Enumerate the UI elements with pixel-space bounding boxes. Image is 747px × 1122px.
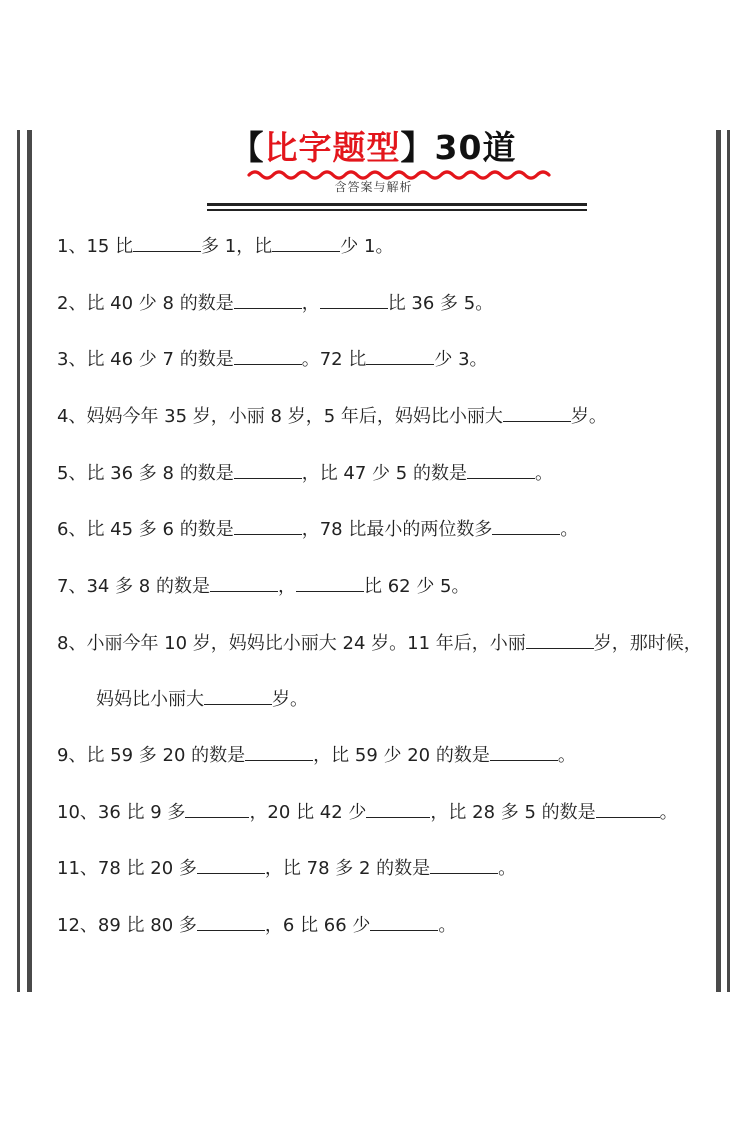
answer-blank (234, 346, 302, 365)
answer-blank (296, 573, 364, 592)
answer-blank (467, 460, 535, 479)
question-11: 11、78 比 20 多 ，比 78 多 2 的数是 。 (57, 855, 516, 882)
title-bracket-left: 【 (230, 128, 265, 167)
left-border-thin (17, 130, 20, 992)
header-double-rule-top (207, 203, 587, 206)
question-9: 9、比 59 多 20 的数是 ，比 59 少 20 的数是 。 (57, 742, 576, 769)
answer-blank (197, 855, 265, 874)
left-border-thick (27, 130, 32, 992)
answer-blank (503, 403, 571, 422)
answer-blank (210, 573, 278, 592)
answer-blank (234, 516, 302, 535)
question-8: 8、小丽今年 10 岁，妈妈比小丽大 24 岁。11 年后，小丽 岁，那时候， (57, 630, 702, 657)
question-5: 5、比 36 多 8 的数是 ，比 47 少 5 的数是 。 (57, 460, 553, 487)
answer-blank (204, 686, 272, 705)
answer-blank (133, 233, 201, 252)
right-border-thin (727, 130, 730, 992)
answer-blank (272, 233, 340, 252)
answer-blank (234, 460, 302, 479)
answer-blank (245, 742, 313, 761)
answer-blank (366, 799, 430, 818)
answer-blank (370, 912, 438, 931)
title-count: 30道 (434, 128, 517, 167)
title-bracket-right: 】 (400, 128, 435, 167)
question-7: 7、34 多 8 的数是 ， 比 62 少 5。 (57, 573, 470, 600)
question-8-continued: 妈妈比小丽大 岁。 (96, 686, 308, 713)
question-6: 6、比 45 多 6 的数是 ，78 比最小的两位数多 。 (57, 516, 578, 543)
answer-blank (430, 855, 498, 874)
answer-blank (526, 630, 594, 649)
question-4: 4、妈妈今年 35 岁，小丽 8 岁，5 年后，妈妈比小丽大 岁。 (57, 403, 607, 430)
answer-blank (185, 799, 249, 818)
title-topic: 比字题型 (264, 128, 401, 167)
answer-blank (490, 742, 558, 761)
answer-blank (234, 290, 302, 309)
header-double-rule-bottom (207, 209, 587, 211)
question-12: 12、89 比 80 多 ，6 比 66 少 。 (57, 912, 456, 939)
answer-blank (366, 346, 434, 365)
answer-blank (596, 799, 660, 818)
answer-blank (197, 912, 265, 931)
answer-blank (320, 290, 388, 309)
question-3: 3、比 46 少 7 的数是 。72 比 少 3。 (57, 346, 488, 373)
question-1: 1、15 比 多 1，比 少 1。 (57, 233, 393, 260)
worksheet-title (0, 124, 747, 172)
question-2: 2、比 40 少 8 的数是 ， 比 36 多 5。 (57, 290, 493, 317)
right-border-thick (716, 130, 721, 992)
question-10: 10、36 比 9 多 ，20 比 42 少 ，比 28 多 5 的数是 。 (57, 799, 678, 826)
worksheet-subtitle: 含答案与解析 (334, 180, 413, 194)
answer-blank (492, 516, 560, 535)
